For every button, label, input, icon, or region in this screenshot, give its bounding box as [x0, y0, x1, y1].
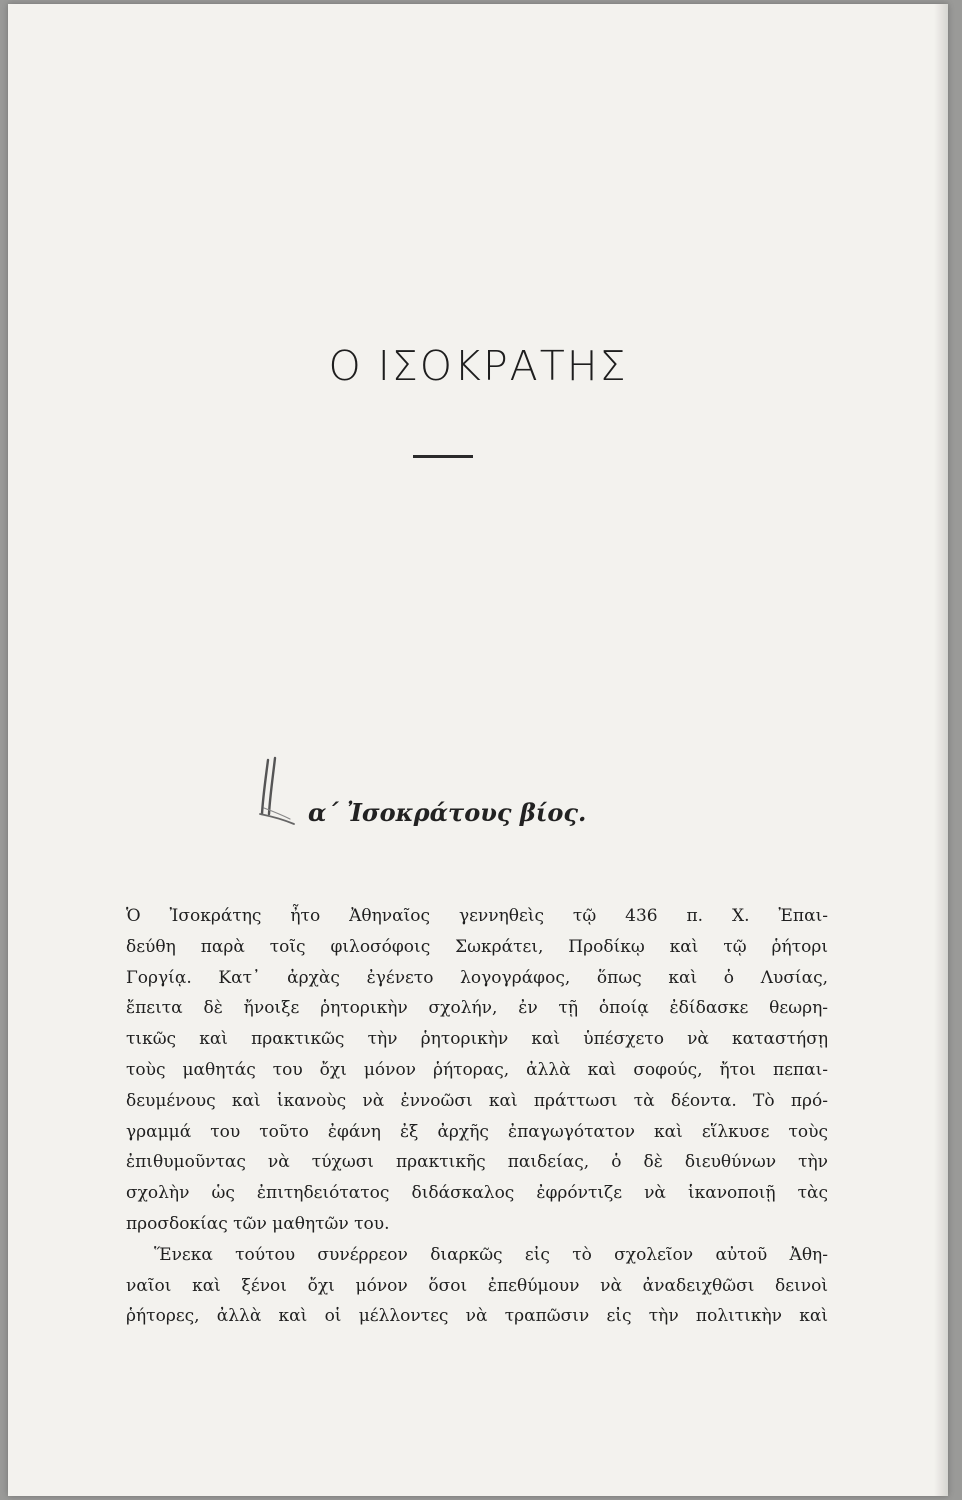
section-heading: α΄ Ἰσοκράτους βίος.: [308, 798, 587, 827]
paragraph-1: [126, 901, 828, 1240]
text-line: δεύθη παρὰ τοῖς φιλοσόφοις Σωκράτει, Προδίκῳ καὶ τῷ ῥήτορι: [126, 936, 828, 957]
text-line: τικῶς καὶ πρακτικῶς τὴν ῥητορικὴν καὶ ὑπέσχετο νὰ καταστήσῃ: [126, 1029, 828, 1050]
page-title: Ο ΙΣΟΚΡΑΤΗΣ: [328, 342, 628, 390]
text-line: δευμένους καὶ ἱκανοὺς νὰ ἐννοῶσι καὶ πράττωσι τὰ δέοντα. Τὸ πρό-: [126, 1090, 828, 1111]
body-text: [126, 901, 828, 1332]
text-line: ἐπιθυμοῦντας νὰ τύχωσι πρακτικῆς παιδείας, ὁ δὲ διευθύνων τὴν: [126, 1152, 828, 1173]
text-line: ναῖοι καὶ ξένοι ὄχι μόνον ὅσοι ἐπεθύμουν νὰ ἀναδειχθῶσι δεινοὶ: [126, 1275, 828, 1296]
paragraph-2: [126, 1240, 828, 1332]
title-rule: [413, 455, 473, 458]
text-line: τοὺς μαθητάς του ὄχι μόνον ῥήτορας, ἀλλὰ καὶ σοφούς, ἤτοι πεπαι-: [126, 1059, 828, 1080]
text-line: ῥήτορες, ἀλλὰ καὶ οἱ μέλλοντες νὰ τραπῶσιν εἰς τὴν πολιτικὴν καὶ: [126, 1306, 828, 1327]
text-line: προσδοκίας τῶν μαθητῶν του.: [126, 1213, 390, 1234]
text-line: ἔπειτα δὲ ἤνοιξε ῥητορικὴν σχολήν, ἐν τῇ ὁποίᾳ ἐδίδασκε θεωρη-: [126, 998, 828, 1019]
text-line: Ἕνεκα τούτου συνέρρεον διαρκῶς εἰς τὸ σχολεῖον αὐτοῦ Ἀθη-: [154, 1244, 828, 1265]
page-edge-shadow: [934, 4, 948, 1496]
text-line: γραμμά του τοῦτο ἐφάνη ἐξ ἀρχῆς ἐπαγωγότατον καὶ εἵλκυσε τοὺς: [126, 1121, 828, 1142]
text-line: Γοργίᾳ. Κατ᾽ ἀρχὰς ἐγένετο λογογράφος, ὅπως καὶ ὁ Λυσίας,: [126, 967, 828, 988]
text-line: σχολὴν ὡς ἐπιτηδειότατος διδάσκαλος ἐφρόντιζε νὰ ἱκανοποιῇ τὰς: [126, 1183, 828, 1204]
book-page: [8, 4, 948, 1496]
handwritten-pencil-mark: [254, 756, 298, 826]
text-line: Ὁ Ἰσοκράτης ἦτο Ἀθηναῖος γεννηθεὶς τῷ 436 π. Χ. Ἐπαι-: [126, 906, 828, 926]
